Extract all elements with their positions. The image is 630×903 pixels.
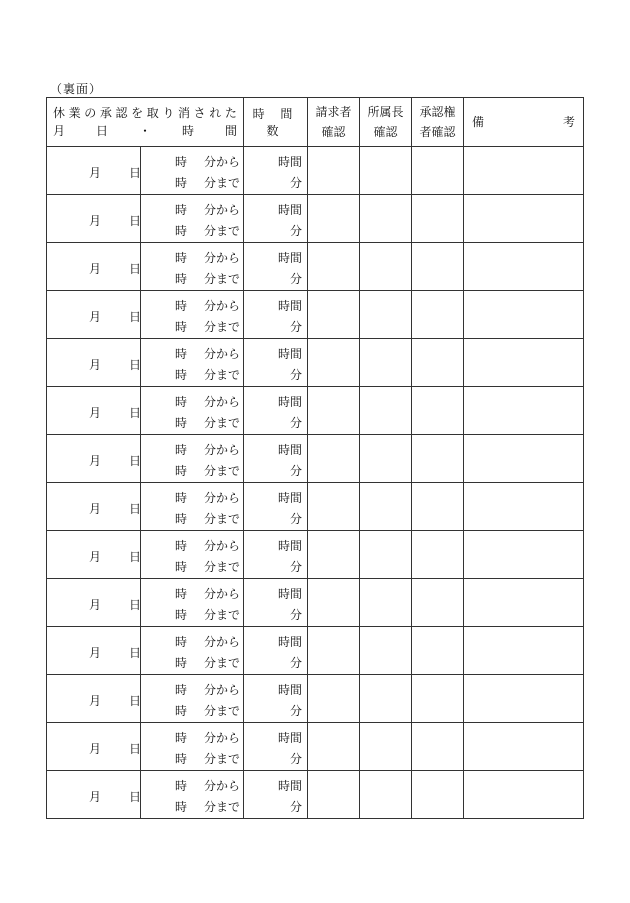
authority-confirm-cell[interactable] [412,675,464,723]
month-label: 月 [89,598,102,612]
hour-label: 時 [175,272,188,286]
hours-cell[interactable] [244,483,308,531]
to-label: 分まで [204,656,241,670]
hour-label: 時 [175,464,188,478]
day-label: 日 [129,502,142,516]
minutes-unit-label: 分 [289,800,302,814]
dept-head-confirm-cell[interactable] [360,435,412,483]
hour-label: 時 [175,299,188,313]
date-cell[interactable] [47,243,141,291]
to-label: 分まで [204,224,241,238]
hours-unit-label: 時間 [277,347,302,361]
from-label: 分から [204,203,241,217]
time-range-cell[interactable] [141,435,244,483]
hours-cell[interactable] [244,675,308,723]
hours-unit-label: 時間 [277,395,302,409]
time-range-cell[interactable] [141,531,244,579]
dept-head-confirm-cell[interactable] [360,387,412,435]
remarks-cell[interactable] [464,195,584,243]
month-label: 月 [89,358,102,372]
date-cell[interactable] [47,675,141,723]
hours-unit-label: 時間 [277,779,302,793]
minutes-unit-label: 分 [289,464,302,478]
authority-confirm-cell[interactable] [412,723,464,771]
hour-label: 時 [175,155,188,169]
dept-head-confirm-cell[interactable] [360,531,412,579]
from-label: 分から [204,347,241,361]
header-date-char: 休 [53,106,66,120]
requester-confirm-cell[interactable] [308,627,360,675]
to-label: 分まで [204,560,241,574]
dept-head-confirm-cell[interactable] [360,579,412,627]
hours-cell[interactable] [244,339,308,387]
to-label: 分まで [204,800,241,814]
table-row [47,675,584,723]
header-date-char: 月 [53,124,66,138]
dept-head-confirm-cell[interactable] [360,771,412,819]
hours-unit-label: 時間 [277,155,302,169]
remarks-cell[interactable] [464,531,584,579]
time-range-cell[interactable] [141,723,244,771]
header-date-char: 認 [115,106,128,120]
page-side-label: （裏面） [50,82,103,96]
date-cell[interactable] [47,723,141,771]
hours-unit-label: 時間 [277,443,302,457]
authority-confirm-cell[interactable] [412,531,464,579]
hours-cell[interactable] [244,243,308,291]
minutes-unit-label: 分 [289,368,302,382]
authority-confirm-cell[interactable] [412,147,464,195]
hour-label: 時 [175,512,188,526]
dept-head-confirm-cell[interactable] [360,147,412,195]
hour-label: 時 [175,560,188,574]
date-cell[interactable] [47,531,141,579]
table-row [47,243,584,291]
table-row [47,387,584,435]
remarks-cell[interactable] [464,339,584,387]
hours-cell[interactable] [244,291,308,339]
hour-label: 時 [175,539,188,553]
month-label: 月 [89,502,102,516]
authority-confirm-cell[interactable] [412,195,464,243]
header-date-char: ・ [138,124,151,138]
to-label: 分まで [204,464,241,478]
authority-confirm-cell[interactable] [412,771,464,819]
to-label: 分まで [204,608,241,622]
day-label: 日 [129,790,142,804]
header-authority-confirm: 承認権 者確認 [412,98,464,147]
remarks-cell[interactable] [464,723,584,771]
from-label: 分から [204,731,241,745]
hour-label: 時 [175,491,188,505]
table-row [47,195,584,243]
table-row [47,339,584,387]
hours-cell[interactable] [244,579,308,627]
requester-confirm-cell[interactable] [308,771,360,819]
dept-head-confirm-cell[interactable] [360,483,412,531]
remarks-cell[interactable] [464,675,584,723]
remarks-cell[interactable] [464,483,584,531]
dept-head-confirm-cell[interactable] [360,723,412,771]
from-label: 分から [204,251,241,265]
header-date-char: 取 [146,106,159,120]
requester-confirm-cell[interactable] [308,387,360,435]
header-date-char: 時 [181,124,194,138]
hours-unit-label: 時間 [277,299,302,313]
requester-confirm-cell[interactable] [308,579,360,627]
header-date-char: た [224,106,237,120]
from-label: 分から [204,491,241,505]
authority-confirm-cell[interactable] [412,435,464,483]
requester-confirm-cell[interactable] [308,723,360,771]
month-label: 月 [89,310,102,324]
month-label: 月 [89,550,102,564]
hour-label: 時 [175,443,188,457]
requester-confirm-cell[interactable] [308,435,360,483]
from-label: 分から [204,155,241,169]
month-label: 月 [89,166,102,180]
minutes-unit-label: 分 [289,608,302,622]
from-label: 分から [204,539,241,553]
to-label: 分まで [204,176,241,190]
to-label: 分まで [204,704,241,718]
hours-unit-label: 時間 [277,587,302,601]
hours-unit-label: 時間 [277,683,302,697]
header-date-char: を [131,106,144,120]
hour-label: 時 [175,251,188,265]
day-label: 日 [129,694,142,708]
minutes-unit-label: 分 [289,752,302,766]
time-range-cell[interactable] [141,387,244,435]
month-label: 月 [89,262,102,276]
month-label: 月 [89,790,102,804]
header-date-char: 承 [99,106,112,120]
requester-confirm-cell[interactable] [308,339,360,387]
minutes-unit-label: 分 [289,704,302,718]
date-cell[interactable] [47,387,141,435]
to-label: 分まで [204,368,241,382]
hour-label: 時 [175,608,188,622]
header-date-char: り [162,106,175,120]
hour-label: 時 [175,800,188,814]
authority-confirm-cell[interactable] [412,627,464,675]
hours-cell[interactable] [244,627,308,675]
hour-label: 時 [175,416,188,430]
remarks-cell[interactable] [464,147,584,195]
day-label: 日 [129,742,142,756]
from-label: 分から [204,779,241,793]
hour-label: 時 [175,683,188,697]
requester-confirm-cell[interactable] [308,531,360,579]
day-label: 日 [129,454,142,468]
time-range-cell[interactable] [141,339,244,387]
minutes-unit-label: 分 [289,512,302,526]
hour-label: 時 [175,779,188,793]
header-requester-confirm: 請求者 確認 [308,98,360,147]
dept-head-confirm-cell[interactable] [360,195,412,243]
to-label: 分まで [204,512,241,526]
requester-confirm-cell[interactable] [308,675,360,723]
table-row [47,579,584,627]
leave-cancellation-table [46,97,584,819]
minutes-unit-label: 分 [289,320,302,334]
remarks-cell[interactable] [464,387,584,435]
requester-confirm-cell[interactable] [308,483,360,531]
hours-unit-label: 時間 [277,251,302,265]
hour-label: 時 [175,752,188,766]
to-label: 分まで [204,272,241,286]
header-row [47,98,584,147]
authority-confirm-cell[interactable] [412,387,464,435]
hours-unit-label: 時間 [277,731,302,745]
table-row [47,627,584,675]
header-hours: 時 間 数 [244,98,308,147]
header-date-time [47,98,244,147]
requester-confirm-cell[interactable] [308,195,360,243]
hour-label: 時 [175,635,188,649]
remarks-cell[interactable] [464,291,584,339]
time-range-cell[interactable] [141,147,244,195]
authority-confirm-cell[interactable] [412,579,464,627]
day-label: 日 [129,406,142,420]
month-label: 月 [89,406,102,420]
day-label: 日 [129,214,142,228]
month-label: 月 [89,646,102,660]
header-date-char: 間 [224,124,237,138]
header-remarks: 備 考 [464,98,584,147]
table-row [47,723,584,771]
table-row [47,291,584,339]
time-range-cell[interactable] [141,195,244,243]
minutes-unit-label: 分 [289,224,302,238]
time-range-cell[interactable] [141,675,244,723]
header-date-char: さ [193,106,206,120]
authority-confirm-cell[interactable] [412,243,464,291]
hours-cell[interactable] [244,195,308,243]
hours-unit-label: 時間 [277,203,302,217]
date-cell[interactable] [47,339,141,387]
remarks-cell[interactable] [464,243,584,291]
dept-head-confirm-cell[interactable] [360,243,412,291]
month-label: 月 [89,214,102,228]
time-range-cell[interactable] [141,627,244,675]
hours-unit-label: 時間 [277,491,302,505]
from-label: 分から [204,443,241,457]
minutes-unit-label: 分 [289,656,302,670]
dept-head-confirm-cell[interactable] [360,291,412,339]
authority-confirm-cell[interactable] [412,339,464,387]
to-label: 分まで [204,752,241,766]
hours-cell[interactable] [244,387,308,435]
hours-unit-label: 時間 [277,539,302,553]
day-label: 日 [129,646,142,660]
dept-head-confirm-cell[interactable] [360,339,412,387]
minutes-unit-label: 分 [289,176,302,190]
header-date-char: 業 [68,106,81,120]
from-label: 分から [204,587,241,601]
hours-cell[interactable] [244,147,308,195]
date-cell[interactable] [47,435,141,483]
hours-cell[interactable] [244,723,308,771]
remarks-cell[interactable] [464,627,584,675]
from-label: 分から [204,683,241,697]
authority-confirm-cell[interactable] [412,291,464,339]
day-label: 日 [129,598,142,612]
minutes-unit-label: 分 [289,416,302,430]
dept-head-confirm-cell[interactable] [360,627,412,675]
hour-label: 時 [175,395,188,409]
hour-label: 時 [175,347,188,361]
header-date-char: 日 [95,124,108,138]
header-date-char: 消 [178,106,191,120]
time-range-cell[interactable] [141,291,244,339]
to-label: 分まで [204,320,241,334]
table-row [47,147,584,195]
hours-cell[interactable] [244,531,308,579]
date-cell[interactable] [47,147,141,195]
requester-confirm-cell[interactable] [308,291,360,339]
hour-label: 時 [175,224,188,238]
day-label: 日 [129,166,142,180]
time-range-cell[interactable] [141,771,244,819]
hour-label: 時 [175,176,188,190]
remarks-cell[interactable] [464,771,584,819]
remarks-cell[interactable] [464,435,584,483]
requester-confirm-cell[interactable] [308,243,360,291]
month-label: 月 [89,694,102,708]
date-cell[interactable] [47,195,141,243]
header-dept-head-confirm: 所属長 確認 [360,98,412,147]
date-cell[interactable] [47,291,141,339]
hour-label: 時 [175,203,188,217]
from-label: 分から [204,299,241,313]
day-label: 日 [129,550,142,564]
hours-cell[interactable] [244,435,308,483]
authority-confirm-cell[interactable] [412,483,464,531]
hours-unit-label: 時間 [277,635,302,649]
month-label: 月 [89,454,102,468]
month-label: 月 [89,742,102,756]
day-label: 日 [129,310,142,324]
table-row [47,771,584,819]
minutes-unit-label: 分 [289,272,302,286]
time-range-cell[interactable] [141,483,244,531]
hour-label: 時 [175,320,188,334]
dept-head-confirm-cell[interactable] [360,675,412,723]
hour-label: 時 [175,731,188,745]
hour-label: 時 [175,656,188,670]
table-row [47,435,584,483]
remarks-cell[interactable] [464,579,584,627]
table-row [47,483,584,531]
hour-label: 時 [175,368,188,382]
date-cell[interactable] [47,627,141,675]
header-date-char: れ [209,106,222,120]
hours-cell[interactable] [244,771,308,819]
date-cell[interactable] [47,579,141,627]
requester-confirm-cell[interactable] [308,147,360,195]
hour-label: 時 [175,587,188,601]
day-label: 日 [129,358,142,372]
hour-label: 時 [175,704,188,718]
date-cell[interactable] [47,483,141,531]
minutes-unit-label: 分 [289,560,302,574]
from-label: 分から [204,635,241,649]
date-cell[interactable] [47,771,141,819]
day-label: 日 [129,262,142,276]
from-label: 分から [204,395,241,409]
time-range-cell[interactable] [141,579,244,627]
header-date-char: の [84,106,97,120]
to-label: 分まで [204,416,241,430]
time-range-cell[interactable] [141,243,244,291]
table-row [47,531,584,579]
